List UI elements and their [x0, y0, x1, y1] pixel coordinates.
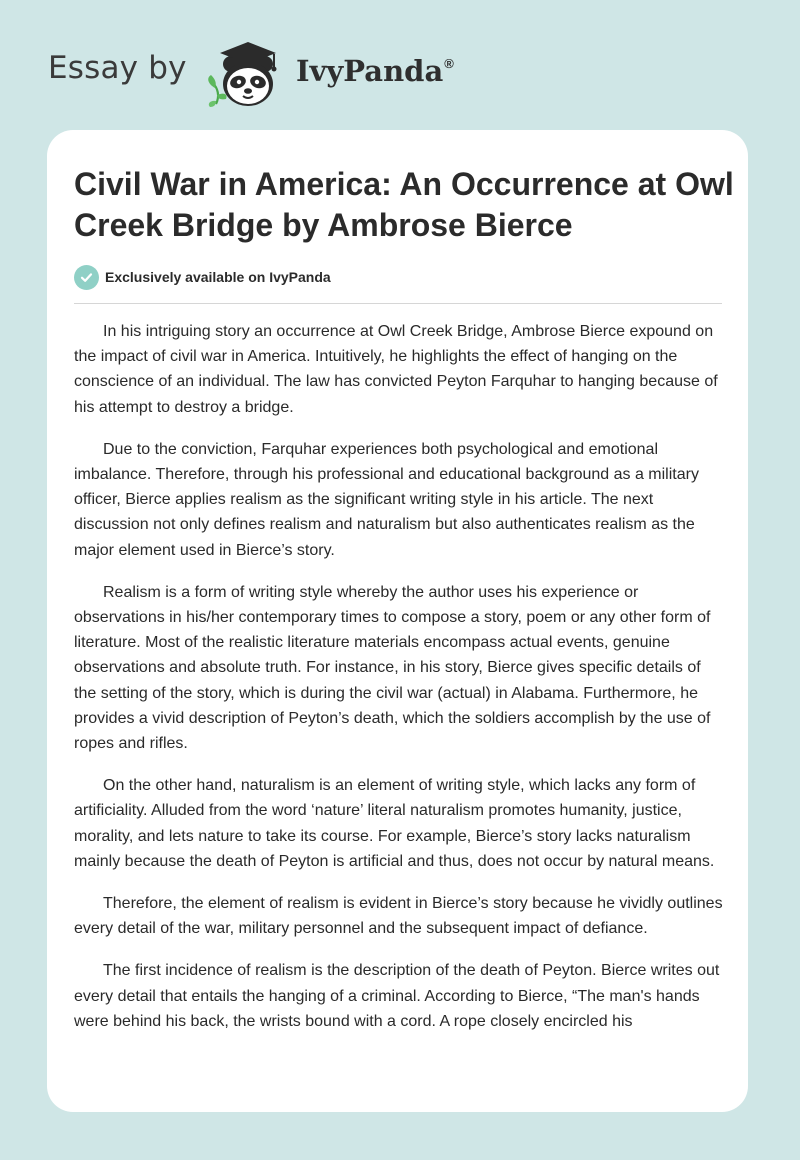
paragraph: In his intriguing story an occurrence at Owl Creek Bridge, Ambrose Bierce expound on the impact of civil war in America. Intuitively, he highlights the effect of hanging on the conscience of an individual. The law has convicted Peyton Farquhar to hanging because of his attempt to destroy a bridge.: [74, 323, 718, 416]
panda-graduate-logo-icon[interactable]: [202, 38, 288, 108]
exclusive-label: Exclusively available on IvyPanda: [105, 269, 331, 285]
site-header: [48, 38, 488, 106]
essay-card: [47, 130, 748, 1112]
registered-mark: ®: [444, 56, 454, 71]
divider: [74, 303, 722, 304]
check-icon: [74, 265, 99, 290]
essay-title: Civil War in America: An Occurrence at Owl Creek Bridge by Ambrose Bierce: [74, 166, 734, 243]
paragraph: The first incidence of realism is the description of the death of Peyton. Bierce writes out every detail that entails the hanging of a criminal. According to Bierce, “The man's hands were behind his back, the wrists bound with a cord. A rope closely encircled his: [74, 962, 720, 1030]
brand-text: IvyPanda: [296, 54, 444, 88]
paragraph: Due to the conviction, Farquhar experiences both psychological and emotional imbalance. Therefore, through his professional and educational background as a military officer, Bierce applies realism as the significant writing style in his article. The next discussion not only defines realism and naturalism but also authenticates realism as the major element used in Bierce’s story.: [74, 440, 699, 559]
paragraph: Realism is a form of writing style whereby the author uses his experience or observations in his/her contemporary times to compose a story, poem or any other form of literature. Most of the realistic literature materials encompass actual events, genuine observations and absolute truth. For instance, in his story, Bierce gives specific details of the setting of the story, which is during the civil war (actual) in Alabama. Furthermore, he provides a vivid description of Peyton’s death, which the soldiers accomplish by the use of ropes and rifles.: [74, 583, 711, 753]
brand-name[interactable]: [296, 54, 454, 88]
paragraph: Therefore, the element of realism is evident in Bierce’s story because he vividly outlines every detail of the war, military personnel and the subsequent impact of defiance.: [74, 895, 723, 938]
paragraph: On the other hand, naturalism is an element of writing style, which lacks any form of artificiality. Alluded from the word ‘nature’ literal naturalism promotes humanity, justice, morality, and lets nature to take its course. For example, Bierce’s story lacks naturalism mainly because the death of Peyton is artificial and thus, does not occur by natural means.: [74, 777, 715, 870]
essay-body: [74, 319, 726, 1051]
exclusive-badge: [74, 264, 331, 290]
essay-by-label: Essay by: [48, 50, 187, 86]
